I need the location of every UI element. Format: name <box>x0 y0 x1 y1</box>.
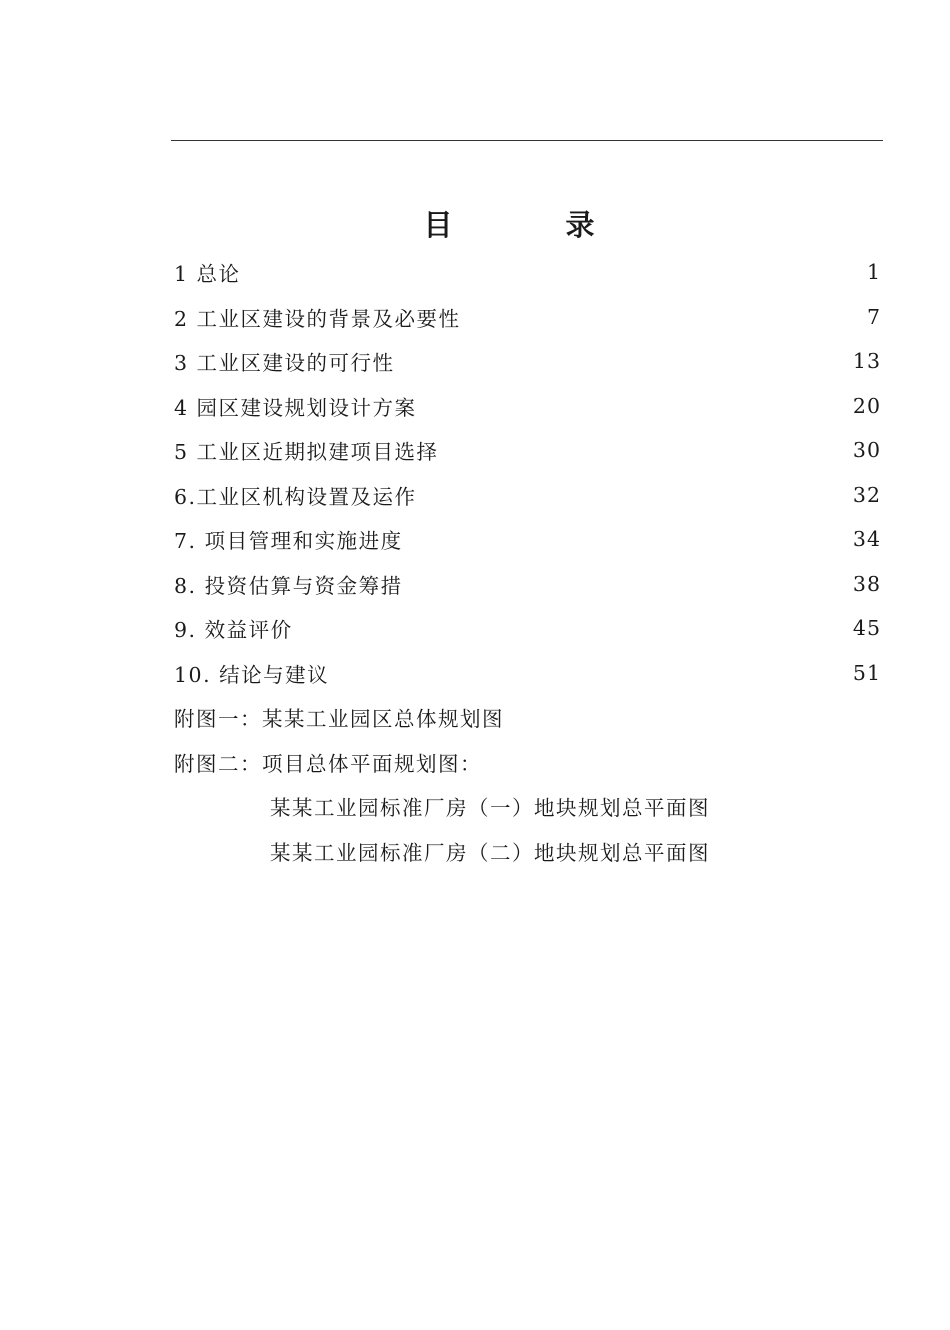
toc-entry[interactable] <box>174 428 881 473</box>
toc-entry-label: 10. 结论与建议 <box>174 662 330 687</box>
toc-entry-page: 45 <box>852 616 881 641</box>
toc-leader-dots <box>411 529 847 549</box>
appendix-item[interactable]: 附图二：项目总体平面规划图： <box>174 751 482 776</box>
toc-entry-page: 13 <box>852 349 881 374</box>
toc-leader-dots <box>425 396 847 416</box>
toc-entry[interactable] <box>174 473 881 518</box>
toc-entry[interactable] <box>174 517 881 562</box>
toc-leader-dots <box>249 262 861 282</box>
toc-entry-page: 30 <box>852 438 881 463</box>
header-rule <box>171 140 883 141</box>
toc-leader-dots <box>403 351 847 371</box>
toc-title: 目 录 <box>423 208 637 242</box>
toc-leader-dots <box>447 440 847 460</box>
toc-entry-label: 3 工业区建设的可行性 <box>174 351 395 376</box>
toc-entry[interactable] <box>174 651 881 696</box>
toc-entry[interactable] <box>174 250 881 295</box>
appendix-item[interactable]: 附图一：某某工业园区总体规划图 <box>174 707 504 732</box>
toc-entry[interactable] <box>174 562 881 607</box>
toc-entry-page: 51 <box>852 660 881 685</box>
toc-leader-dots <box>425 485 847 505</box>
toc-entry[interactable] <box>174 606 881 651</box>
toc-entry-page: 7 <box>866 304 881 329</box>
toc-entry[interactable] <box>174 295 881 340</box>
toc-entry-page: 32 <box>852 482 881 507</box>
toc-entry-label: 6.工业区机构设置及运作 <box>174 484 417 509</box>
toc-entry-label: 5 工业区近期拟建项目选择 <box>174 440 439 465</box>
toc-entry-label: 4 园区建设规划设计方案 <box>174 395 417 420</box>
toc-entry-label: 2 工业区建设的背景及必要性 <box>174 306 461 331</box>
toc-entry-page: 34 <box>852 527 881 552</box>
toc-entry-label: 8. 投资估算与资金筹措 <box>174 573 403 598</box>
toc-leader-dots <box>411 574 847 594</box>
toc-entry-label: 9. 效益评价 <box>174 618 293 643</box>
toc-entry-page: 20 <box>852 393 881 418</box>
toc-leader-dots <box>301 618 847 638</box>
toc-leader-dots <box>469 307 861 327</box>
toc-entry-page: 38 <box>852 571 881 596</box>
toc-entry[interactable] <box>174 339 881 384</box>
toc-entry-label: 1 总论 <box>174 262 241 287</box>
appendix-list <box>174 695 710 873</box>
appendix-subitem[interactable]: 某某工业园标准厂房（二）地块规划总平面图 <box>270 840 710 865</box>
appendix-subitem[interactable]: 某某工业园标准厂房（一）地块规划总平面图 <box>270 796 710 821</box>
toc-entry-label: 7. 项目管理和实施进度 <box>174 529 403 554</box>
toc-entry-page: 1 <box>866 260 881 285</box>
toc-entry[interactable] <box>174 384 881 429</box>
toc-leader-dots <box>337 663 847 683</box>
table-of-contents <box>174 250 881 695</box>
